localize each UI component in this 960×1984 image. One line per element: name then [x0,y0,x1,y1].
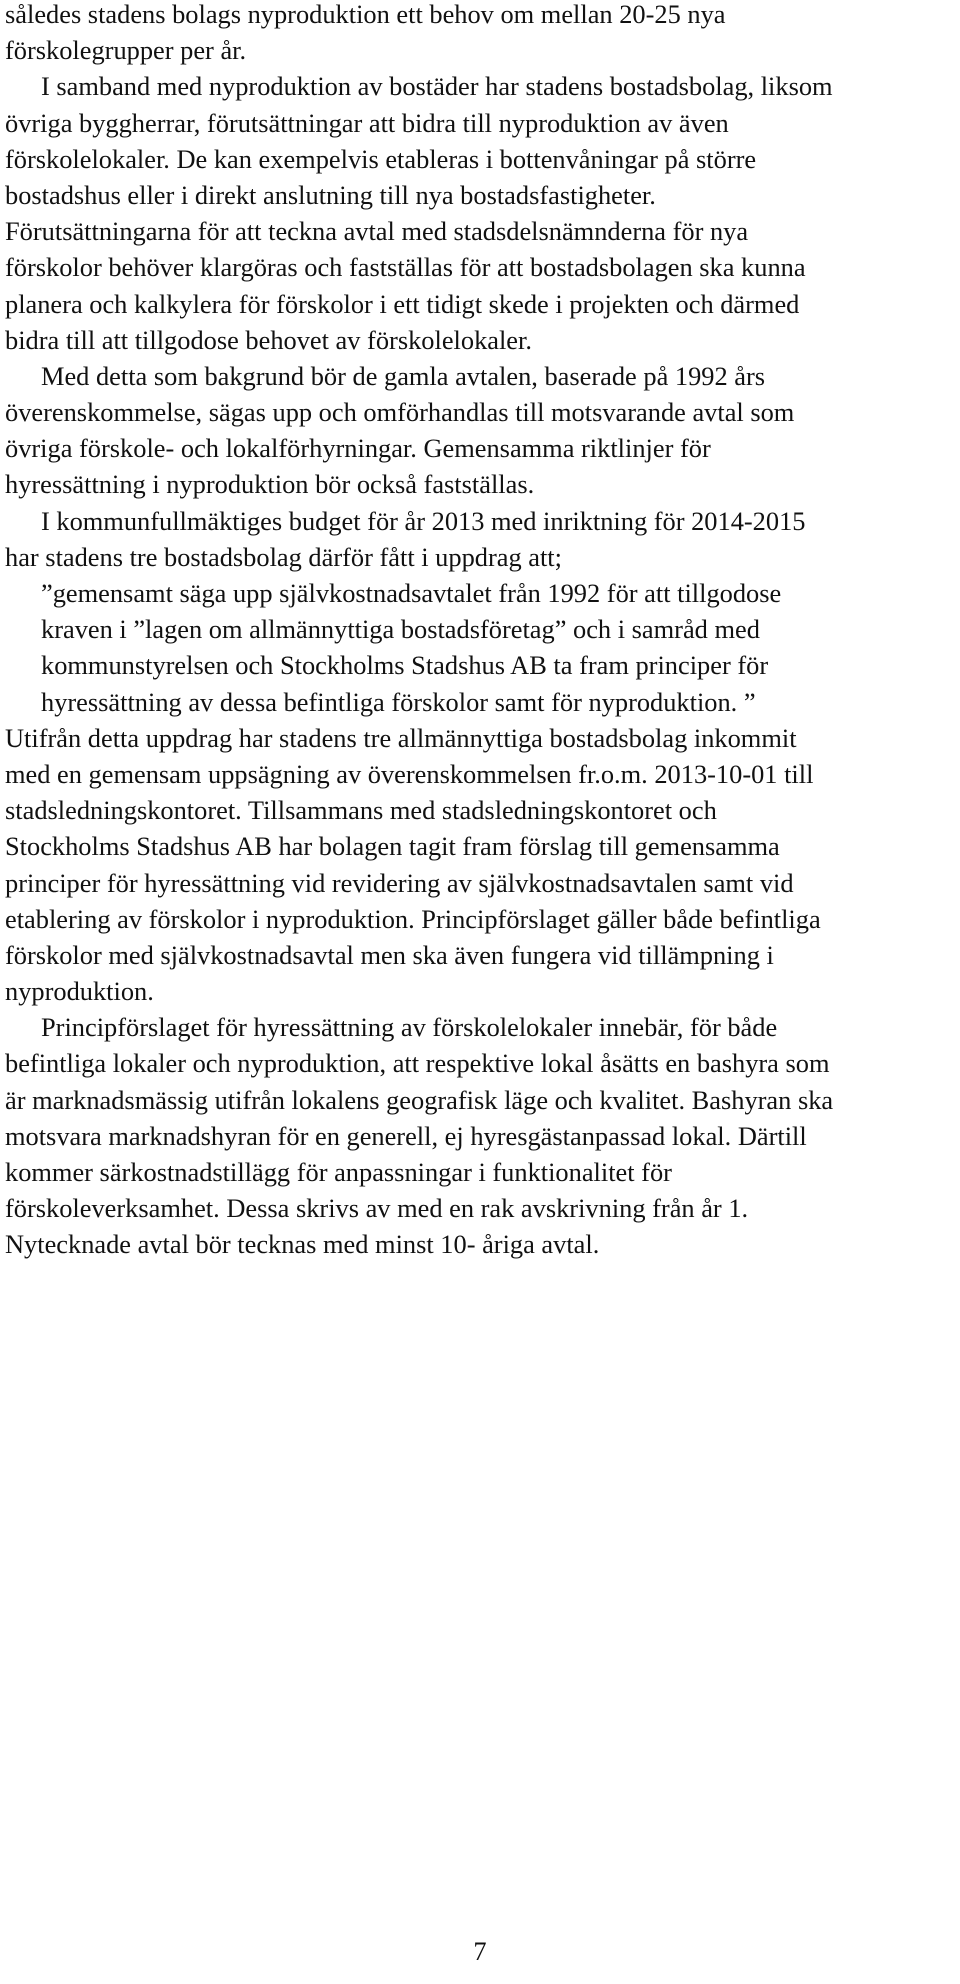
text-line: är marknadsmässig utifrån lokalens geografisk läge och kvalitet. Bashyran ska [5,1084,834,1115]
text-line: stadsledningskontoret. Tillsammans med stadsledningskontoret och [5,795,717,826]
text-line: har stadens tre bostadsbolag därför fått i uppdrag att; [5,541,562,572]
text-line: etablering av förskolor i nyproduktion. Principförslaget gäller både befintliga [5,903,821,934]
text-line: Med detta som bakgrund bör de gamla avtalen, baserade på 1992 års [41,360,766,391]
text-line: I samband med nyproduktion av bostäder har stadens bostadsbolag, liksom [41,71,833,102]
text-line: kommer särkostnadstillägg för anpassningar i funktionalitet för [5,1157,672,1187]
text-line: motsvara marknadshyran för en generell, ej hyresgästanpassad lokal. Därtill [5,1120,807,1151]
body-text [5,0,955,1263]
text-line: bidra till att tillgodose behovet av förskolelokaler. [5,324,532,355]
text-line: Nytecknade avtal bör tecknas med minst 10- åriga avtal. [5,1229,600,1260]
text-line: bostadshus eller i direkt anslutning till nya bostadsfastigheter. [5,179,656,210]
text-line: planera och kalkylera för förskolor i ett tidigt skede i projekten och därmed [5,288,800,319]
page-number: 7 [473,1936,487,1966]
text-line: ”gemensamt säga upp självkostnadsavtalet från 1992 för att tillgodose [41,578,782,608]
text-line: således stadens bolags nyproduktion ett behov om mellan 20-25 nya [5,0,726,29]
text-line: nyproduktion. [5,976,154,1007]
text-line: Stockholms Stadshus AB har bolagen tagit fram förslag till gemensamma [5,831,780,862]
text-line: förskolelokaler. De kan exempelvis etableras i bottenvåningar på större [5,143,757,174]
text-line: förskolor med självkostnadsavtal men ska även fungera vid tillämpning i [5,939,774,970]
text-line: principer för hyressättning vid revidering av självkostnadsavtalen samt vid [5,867,794,898]
text-line: med en gemensam uppsägning av överenskommelsen fr.o.m. 2013-10-01 till [5,758,814,789]
text-line: befintliga lokaler och nyproduktion, att respektive lokal åsätts en bashyra som [5,1048,830,1079]
text-line: övriga förskole- och lokalförhyrningar. Gemensamma riktlinjer för [5,433,711,464]
text-line: Principförslaget för hyressättning av förskolelokaler innebär, för både [41,1012,778,1043]
text-line: förskolor behöver klargöras och fastställas för att bostadsbolagen ska kunna [5,252,806,283]
text-line: överenskommelse, sägas upp och omförhandlas till motsvarande avtal som [5,397,795,428]
text-line: kommunstyrelsen och Stockholms Stadshus AB ta fram principer för [41,650,769,681]
text-line: Förutsättningarna för att teckna avtal med stadsdelsnämnderna för nya [5,216,749,247]
text-line: förskoleverksamhet. Dessa skrivs av med en rak avskrivning från år 1. [5,1193,749,1224]
text-line: övriga byggherrar, förutsättningar att bidra till nyproduktion av även [5,107,729,138]
text-line: hyressättning i nyproduktion bör också fastställas. [5,469,535,500]
text-line: hyressättning av dessa befintliga förskolor samt för nyproduktion. ” [41,686,756,717]
text-line: I kommunfullmäktiges budget för år 2013 med inriktning för 2014-2015 [41,505,806,536]
text-line: kraven i ”lagen om allmännyttiga bostadsföretag” och i samråd med [41,614,760,645]
text-line: Utifrån detta uppdrag har stadens tre allmännyttiga bostadsbolag inkommit [5,722,797,753]
text-line: förskolegrupper per år. [5,35,247,66]
